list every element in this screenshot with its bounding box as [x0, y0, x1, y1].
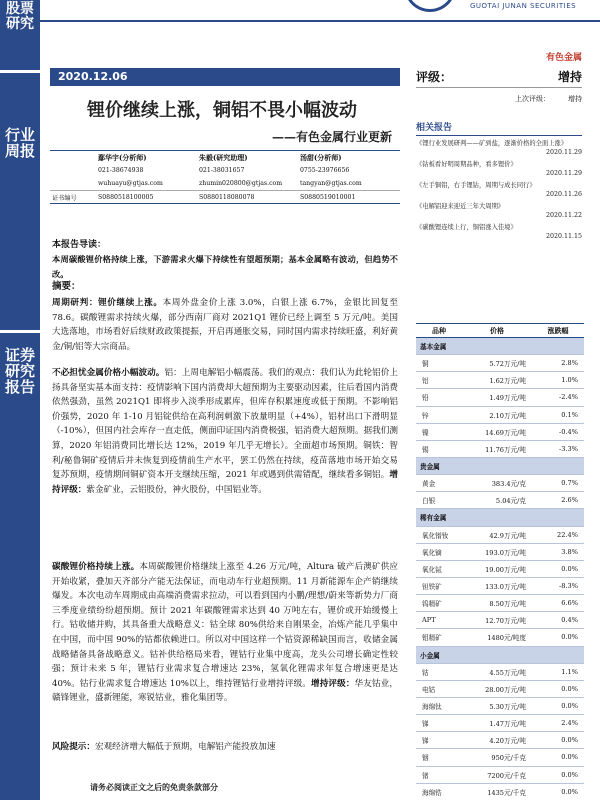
related-report-item[interactable] [416, 181, 582, 199]
metal-price: 950元/千克 [462, 749, 532, 766]
metal-name: 铝 [416, 372, 462, 389]
price-group-row [416, 646, 584, 663]
related-report-date: 2020.11.22 [545, 212, 582, 219]
metal-name: 锑 [416, 715, 462, 732]
price-row [416, 389, 584, 406]
related-report-item[interactable] [416, 202, 582, 220]
price-row [416, 715, 584, 732]
risk-warning [52, 740, 398, 755]
metal-name: 氧化铽 [416, 560, 462, 577]
metal-name: 铅 [416, 389, 462, 406]
related-report-item[interactable] [416, 160, 582, 178]
price-table-header: 价格 [462, 324, 532, 338]
abstract-paragraph-2 [52, 366, 398, 497]
analyst-email[interactable]: zhumin020800@gtjas.com [199, 180, 283, 187]
metal-name: 氧化镨钕 [416, 526, 462, 543]
risk-text: 宏观经济增大幅低于预期，电解铝产能投放加速 [94, 742, 276, 752]
price-table-header: 涨跌幅 [532, 324, 584, 338]
paragraph-text: 本周外盘金价上涨 3.0%，白银上涨 6.7%，金银比回复至 78.6。碳酸锂需求持续火爆，部分西南厂商对 2021Q1 锂价已经上调至 5 万元/吨。美国大选落地，市场看好后续财政政策提振，开启再通胀交易，同时国内需求持续旺盛，利好黄金/铜/铝等大宗商品。 [52, 298, 398, 352]
logo-emblem-icon [404, 0, 456, 12]
price-group-row [416, 457, 584, 474]
price-row [416, 577, 584, 594]
price-change: 6.6% [532, 595, 584, 612]
analyst-emails-row [50, 177, 400, 190]
price-group-name: 基本金属 [416, 338, 584, 355]
price-change: 0.0% [532, 749, 584, 766]
analyst-phone: 021-38031657 [199, 167, 245, 174]
metal-name: 海绵钛 [416, 697, 462, 714]
rating-lead: 增持评级： [52, 470, 398, 495]
price-row [416, 440, 584, 457]
rating-box [416, 68, 582, 104]
metal-price: 4.55万元/吨 [462, 663, 532, 680]
analyst-table [50, 150, 400, 204]
abstract-heading: 摘要： [52, 281, 81, 292]
cert-label: 证书编号 [52, 194, 77, 202]
analyst-name: 汤甜(分析师) [300, 152, 342, 162]
analyst-email[interactable]: tangyan@gtjas.com [300, 180, 362, 187]
paragraph-lead: 周期研判：锂价继续上涨。 [52, 298, 163, 308]
metal-name: 氧化镝 [416, 543, 462, 560]
analyst-phones-row [50, 164, 400, 177]
price-change: -3.3% [532, 440, 584, 457]
price-change: -8.3% [532, 577, 584, 594]
report-title: 锂价继续上涨，铜铝不畏小幅波动 [87, 100, 357, 121]
rating-stocks: 华友钴业，赣锋锂业，盛新锂能，寒锐钴业，雅化集团等。 [52, 678, 398, 704]
metal-name: 锡 [416, 440, 462, 457]
related-report-title: 《左手铜铝，右手锂钴，周期与成长同行》 [416, 182, 536, 189]
price-change: 0.4% [532, 612, 584, 629]
related-report-date: 2020.11.29 [545, 149, 582, 156]
price-row [416, 543, 584, 560]
paragraph-lead: 不必担忧金属价格小幅波动。 [52, 368, 165, 378]
metal-price: 5.04元/克 [462, 492, 532, 509]
disclaimer-footer: 请务必阅读正文之后的免责条款部分 [90, 782, 218, 792]
price-table [416, 323, 584, 800]
metal-price: 42.9万元/吨 [462, 526, 532, 543]
metal-name: 锗 [416, 766, 462, 783]
price-change: -0.4% [532, 423, 584, 440]
metal-name: 白银 [416, 492, 462, 509]
price-row [416, 492, 584, 509]
rating-lead: 增持评级： [311, 678, 355, 689]
price-change: 0.0% [532, 680, 584, 697]
metal-price: 11.76万元/吨 [462, 440, 532, 457]
related-report-item[interactable] [416, 139, 582, 157]
metal-name: 黄金 [416, 475, 462, 492]
price-group-row [416, 338, 584, 355]
metal-name: 钴 [416, 663, 462, 680]
metal-name: 电钴 [416, 680, 462, 697]
metal-price: 383.4元/克 [462, 475, 532, 492]
metal-price: 193.0万元/吨 [462, 543, 532, 560]
abstract-paragraph-1 [52, 296, 398, 354]
analyst-email[interactable]: wuhuayu@gtjas.com [98, 180, 163, 187]
metal-price: 28.00万元/吨 [462, 680, 532, 697]
metal-price: 5.72万元/吨 [462, 355, 532, 372]
related-heading: 相关报告 [416, 120, 582, 136]
price-change: 22.4% [532, 526, 584, 543]
header-rule [40, 20, 600, 22]
metal-name: 钽铁矿 [416, 577, 462, 594]
related-report-date: 2020.11.26 [545, 191, 582, 198]
price-row [416, 732, 584, 749]
sidebar-bottom-label: 证券研究报告 [4, 346, 35, 396]
price-row [416, 629, 584, 646]
related-report-title: 《钴板看好明周期品种，看多锂价》 [416, 161, 517, 168]
price-change: 0.0% [532, 560, 584, 577]
paragraph-text: 本周碳酸锂价格继续上涨至 4.26 万元/吨，Altura 破产后澳矿供应开始收紧，叠加天齐部分产能无法保证，而电动车行业超预期。11 月新能源车企产销继续爆发。本次电动车周期成由高端消费需求拉动，可以看到国内小鹏/理想/蔚来等新势力厂商三季度业绩纷纷超预期。预计 2021 年碳酸锂需求达到 40 万吨左右，锂价或开始缓慢上行。钴收储并购，其具备重大战略意义：钴全球 80%供给来自刚果金，冶炼产能几乎集中在中国，而中国 90%的钴都依赖进口。所以对中国这样一个钴资源稀缺国而言，收储金属战略储备具备战略意义。钴补供给格局来看，锂钴行业集中度高，龙头公司增长确定性较强；预计未来 5 年，锂钴行业需求复合增速达 23%，氢氧化锂需求年复合增速更是达 40%。钴行业需求复合增速达 10%以上，维持锂钴行业增持评级。 [52, 562, 398, 689]
price-row [416, 663, 584, 680]
analyst-phone: 0755-23976656 [300, 167, 350, 174]
metal-price: 8.50万元/吨 [462, 595, 532, 612]
price-row [416, 526, 584, 543]
price-row [416, 560, 584, 577]
metal-price: 1.62万元/吨 [462, 372, 532, 389]
rating-label: 评级： [416, 70, 453, 84]
related-report-title: 《锂行业发展研判——矿到盐，逐渐价格的全面上涨》 [416, 140, 568, 147]
metal-price: 5.30万元/吨 [462, 697, 532, 714]
analyst-cert: S0880519010001 [300, 193, 356, 201]
price-row [416, 355, 584, 372]
price-change: 1.1% [532, 663, 584, 680]
price-row [416, 680, 584, 697]
price-group-name: 小金属 [416, 646, 584, 663]
price-row [416, 423, 584, 440]
price-row [416, 766, 584, 783]
price-change: 0.0% [532, 629, 584, 646]
guide-text: 本周碳酸锂价格持续上涨，下游需求火爆下持续性有望超预期；基本金属略有波动，但趋势不改。 [52, 254, 398, 279]
price-change: 0.0% [532, 783, 584, 800]
price-change: -2.4% [532, 389, 584, 406]
price-table-header: 品种 [416, 324, 462, 338]
metal-name: APT [416, 612, 462, 629]
metal-price: 12.70万元/吨 [462, 612, 532, 629]
analyst-names-row [50, 151, 400, 164]
analyst-name: 鄢华宇(分析师) [98, 152, 147, 162]
price-group-row [416, 509, 584, 526]
metal-name: 锌 [416, 406, 462, 423]
sidebar [0, 0, 40, 800]
report-date: 2020.12.06 [50, 68, 400, 86]
metal-name: 铟 [416, 749, 462, 766]
analyst-name: 朱毅(研究助理) [199, 152, 248, 162]
metal-name: 钼精矿 [416, 629, 462, 646]
related-report-title: 《电解铝迎来迎近三年大周期》 [416, 203, 505, 210]
risk-lead: 风险提示： [52, 742, 95, 752]
price-row [416, 372, 584, 389]
metal-name: 镍 [416, 423, 462, 440]
brand-logo [380, 0, 600, 20]
metal-name: 钨精矿 [416, 595, 462, 612]
price-group-name: 贵金属 [416, 457, 584, 474]
metal-price: 1480元/吨度 [462, 629, 532, 646]
metal-price: 133.0万元/吨 [462, 577, 532, 594]
sidebar-top-label: 股票研究 [6, 1, 34, 32]
price-change: 0.0% [532, 732, 584, 749]
metal-price: 1.49万元/吨 [462, 389, 532, 406]
price-change: 0.0% [532, 766, 584, 783]
price-row [416, 595, 584, 612]
related-report-date: 2020.11.29 [545, 170, 582, 177]
related-report-title: 《碳酸锂连续上行，铜铝涨入佳境》 [416, 224, 517, 231]
metal-price: 1.47万元/吨 [462, 715, 532, 732]
price-row [416, 475, 584, 492]
metal-price: 1435元/千克 [462, 783, 532, 800]
analyst-cert: S0880518100005 [98, 193, 154, 201]
report-category: 有色金属 [545, 53, 582, 63]
metal-name: 铜 [416, 355, 462, 372]
price-change: 2.4% [532, 715, 584, 732]
brand-name: GUOTAI JUNAN SECURITIES [470, 2, 577, 10]
metal-price: 14.69万元/吨 [462, 423, 532, 440]
analyst-cert: S0880118080078 [199, 193, 255, 201]
metal-price: 2.10万元/吨 [462, 406, 532, 423]
price-row [416, 612, 584, 629]
related-report-date: 2020.11.15 [545, 233, 582, 240]
price-group-name: 稀有金属 [416, 509, 584, 526]
price-row [416, 406, 584, 423]
analyst-certs-row [50, 190, 400, 203]
price-change: 0.7% [532, 475, 584, 492]
metal-name: 海绵锆 [416, 783, 462, 800]
sidebar-mid-label: 行业周报 [4, 126, 35, 160]
related-reports [416, 120, 582, 241]
metal-price: 19.00万元/吨 [462, 560, 532, 577]
prev-rating-value: 增持 [568, 95, 582, 103]
metal-price: 4.20万元/吨 [462, 732, 532, 749]
sidebar-divider [0, 70, 40, 73]
metal-price: 7200元/千克 [462, 766, 532, 783]
price-change: 0.0% [532, 697, 584, 714]
price-row [416, 749, 584, 766]
abstract-paragraph-3 [52, 560, 398, 706]
price-row [416, 783, 584, 800]
price-change: 3.8% [532, 543, 584, 560]
paragraph-lead: 碳酸锂价格持续上涨。 [52, 562, 140, 572]
analyst-phone: 021-38674938 [98, 167, 144, 174]
rating-value: 增持 [557, 70, 582, 84]
paragraph-text: 铝：上周电解铝小幅震荡。我们的观点：我们认为此轮铝价上扬具备坚实基本面支持：疫情影响下国内消费却大超预期为主要驱动因素，往后看国内消费依然强劲，虽然 2021Q1 即将步入淡季形成累库，但库存积累速度或低于预期。不影响铝价强势，2020 年 1-10 月铝锭供给在高利润刺激下放量明显（+4%），铝材出口下滑明显（-10%），但国内社会库存一直走低，侧面印证国内消费极强，铝消费大超预期。据我们测算，2020 年铝消费同比增长达 12%，2019 年几乎无增长）。全面超市场预期。铜铁：智利/秘鲁铜矿疫情后并未恢复到疫情前生产水平，罢工仍然在持续，疫苗落地市场开始交易复苏预期，疫情期间铜矿资本开支继续压缩，2021 年或遇到供需错配，继续看多铜铝。 [52, 368, 398, 481]
report-subtitle: ——有色金属行业更新 [271, 130, 392, 144]
related-report-item[interactable] [416, 223, 582, 241]
guide-heading: 本报告导读： [52, 240, 107, 250]
sidebar-divider [0, 330, 40, 333]
price-change: 1.0% [532, 372, 584, 389]
metal-name: 锑 [416, 732, 462, 749]
price-change: 2.8% [532, 355, 584, 372]
price-change: 0.1% [532, 406, 584, 423]
price-change: 2.6% [532, 492, 584, 509]
prev-rating-label: 上次评级： [515, 95, 550, 103]
rating-stocks: 紫金矿业，云铝股份，神火股份，中国铝业等。 [86, 484, 267, 495]
price-row [416, 697, 584, 714]
